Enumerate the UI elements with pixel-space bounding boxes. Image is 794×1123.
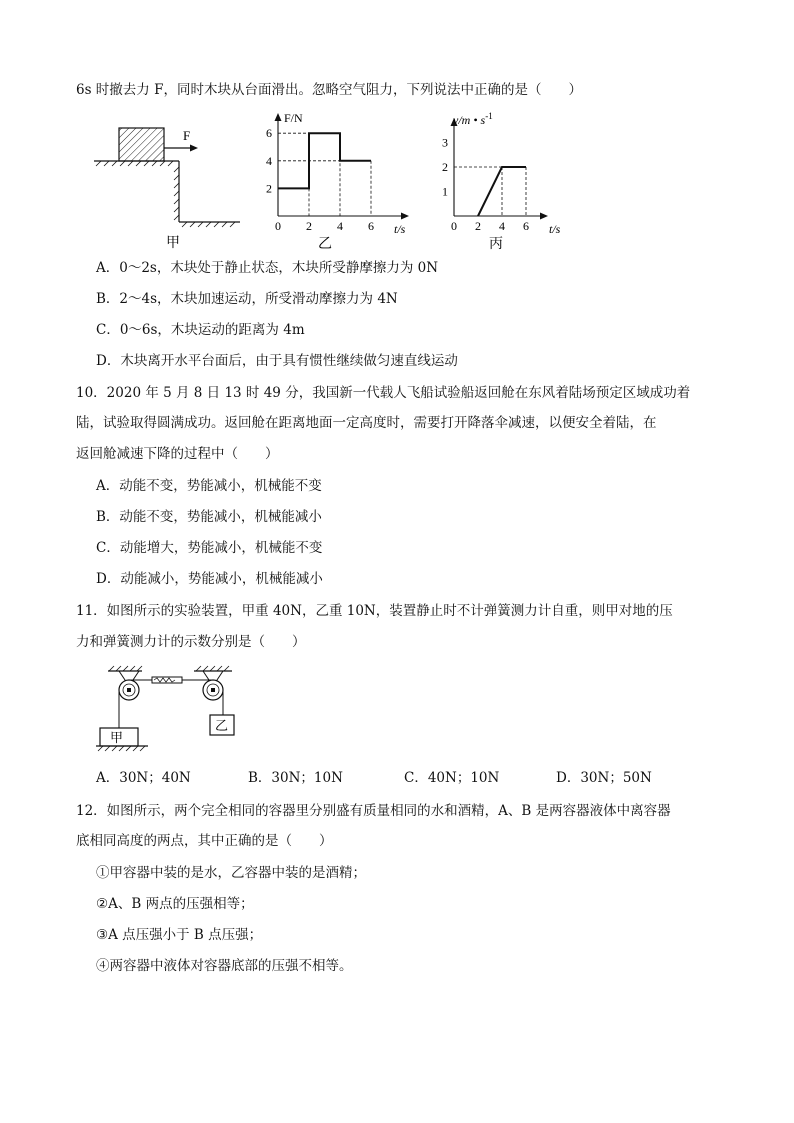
x-tick-label: 0 [451, 219, 457, 233]
figure-caption-b: 乙 [318, 237, 332, 252]
figure-block-on-table [82, 118, 252, 253]
y-tick-label: 4 [266, 153, 272, 168]
x-tick-label: 6 [523, 219, 529, 233]
q10-option-d: D．动能减小，势能减小，机械能减小 [96, 571, 323, 587]
y-tick-label: 6 [266, 126, 272, 141]
pulley-spring-figure [96, 660, 256, 760]
x-tick-label: 4 [337, 219, 343, 233]
q10-stem-line3: 返回舱减速下降的过程中（ ） [76, 446, 279, 462]
q10-stem-line2: 陆，试验取得圆满成功。返回舱在距离地面一定高度时，需要打开降落伞减速，以便安全着陆，在 [76, 415, 657, 431]
x-axis-label: t/s [394, 222, 406, 236]
q12-stem-line2: 底相同高度的两点，其中正确的是（ ） [76, 833, 333, 849]
y-tick-label: 3 [442, 135, 448, 150]
q12-statement-3: ③A 点压强小于 B 点压强； [96, 927, 263, 943]
q12-stem-line1: 12．如图所示，两个完全相同的容器里分别盛有质量相同的水和酒精，A、B 是两容器液体中离容器 [76, 803, 671, 819]
y-tick-label: 1 [442, 184, 448, 199]
q12-statement-1: ①甲容器中装的是水，乙容器中装的是酒精； [96, 865, 366, 881]
q10-option-a: A．动能不变，势能减小，机械能不变 [96, 478, 322, 494]
axes [451, 118, 549, 220]
q12-statement-4: ④两容器中液体对容器底部的压强不相等。 [96, 958, 353, 974]
x-tick-label: 4 [499, 219, 505, 233]
q11-option-c: C．40N；10N [404, 770, 500, 786]
x-axis-label: t/s [549, 222, 561, 236]
x-tick-label: 0 [275, 219, 281, 233]
velocity-time-chart [432, 110, 582, 252]
block-yi-label: 乙 [215, 718, 229, 733]
q9-option-a: A．0～2s，木块处于静止状态，木块所受静摩擦力为 0N [96, 260, 439, 276]
q9-option-c: C．0～6s，木块运动的距离为 4m [96, 322, 305, 338]
q9-option-b: B．2～4s，木块加速运动，所受滑动摩擦力为 4N [96, 291, 398, 307]
block-jia-label: 甲 [110, 730, 124, 745]
q11-stem-line2: 力和弹簧测力计的示数分别是（ ） [76, 634, 306, 650]
figure-caption-a: 甲 [166, 236, 180, 251]
q9-option-d: D．木块离开水平台面后，由于具有惯性继续做匀速直线运动 [96, 353, 458, 369]
force-label: F [183, 128, 191, 143]
q11-option-b: B．30N；10N [248, 770, 343, 786]
q12-statement-2: ②A、B 两点的压强相等； [96, 896, 254, 912]
y-axis-label: v/m • $s^{-1}$ [453, 111, 493, 127]
y-tick-label: 2 [442, 160, 448, 174]
x-tick-label: 6 [368, 219, 374, 233]
q11-option-d: D．30N；50N [556, 770, 652, 786]
q10-option-b: B．动能不变，势能减小，机械能减小 [96, 509, 322, 525]
x-tick-label: 2 [475, 219, 481, 233]
force-time-chart [256, 110, 421, 252]
x-tick-label: 2 [306, 219, 312, 233]
q11-stem-line1: 11．如图所示的实验装置，甲重 40N，乙重 10N，装置静止时不计弹簧测力计自重，则甲对地的压 [76, 603, 673, 619]
q10-stem-line1: 10．2020 年 5 月 8 日 13 时 49 分，我国新一代载人飞船试验船返回舱在东风着陆场预定区域成功着 [76, 385, 691, 401]
axes [275, 113, 410, 220]
q10-option-c: C．动能增大，势能减小，机械能不变 [96, 540, 323, 556]
y-tick-label: 2 [266, 181, 272, 196]
q11-option-a: A．30N；40N [96, 770, 191, 786]
figure-caption-c: 丙 [489, 237, 503, 252]
q9-stem: 6s 时撤去力 F，同时木块从台面滑出。忽略空气阻力，下列说法中正确的是（ ） [76, 82, 582, 98]
y-axis-label: F/N [284, 111, 303, 125]
